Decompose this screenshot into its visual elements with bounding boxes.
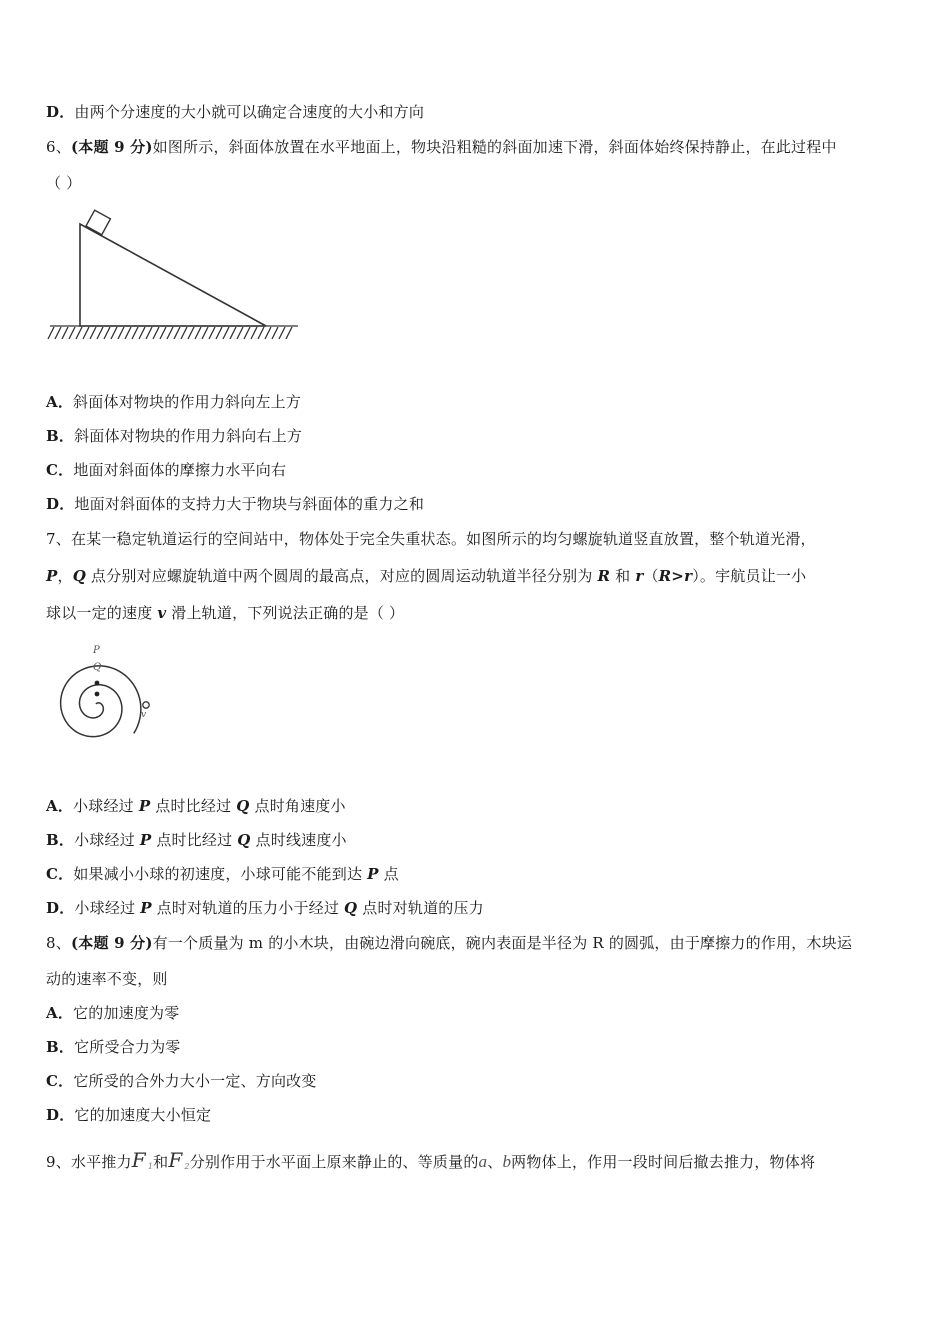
text: 和 — [610, 567, 636, 585]
text: 分别作用于水平面上原来静止的、等质量的 — [189, 1153, 479, 1171]
option-label: A． — [46, 393, 74, 411]
q7-option-c — [46, 864, 399, 884]
var-q: Q — [72, 567, 86, 585]
hatch-line — [216, 327, 222, 339]
text: 如果减小小球的初速度，小球可能不能到达 — [73, 865, 368, 883]
option-label: D． — [46, 899, 75, 917]
ground-hatching — [48, 326, 298, 339]
hatch-line — [118, 327, 124, 339]
stem-text: 有一个质量为 m 的小木块，由碗边滑向碗底，碗内表面是半径为 R 的圆弧，由于摩擦力的作用，木块运 — [152, 934, 853, 952]
symbol-f: F — [168, 1148, 183, 1172]
option-text: 斜面体对物块的作用力斜向左上方 — [73, 393, 302, 411]
text: 小球经过 — [74, 899, 141, 917]
q7-stem-line2 — [46, 566, 806, 586]
hatch-line — [195, 327, 201, 339]
option-text: 由两个分速度的大小就可以确定合速度的大小和方向 — [74, 103, 425, 121]
text: 点分别对应螺旋轨道中两个圆周的最高点，对应的圆周运动轨道半径分别为 — [85, 567, 598, 585]
text: 、 — [487, 1153, 503, 1171]
q8-option-a — [46, 1003, 179, 1023]
q6-stem-line1 — [46, 137, 837, 157]
q8-option-b — [46, 1037, 181, 1057]
math-f2 — [168, 1148, 189, 1172]
symbol-f: F — [131, 1148, 146, 1172]
hatch-line — [188, 327, 194, 339]
var-r-small: r — [635, 567, 644, 585]
text: 水平推力 — [70, 1153, 132, 1171]
q8-option-c — [46, 1071, 317, 1091]
point-q-dot — [95, 692, 100, 697]
hatch-line — [174, 327, 180, 339]
option-label: C． — [46, 865, 74, 883]
q8-stem-line1 — [46, 933, 852, 953]
hatch-line — [111, 327, 117, 339]
text: ， — [57, 567, 73, 585]
hatch-line — [167, 327, 173, 339]
hatch-line — [181, 327, 187, 339]
text: 小球经过 — [73, 797, 139, 815]
text: ）。宇航员让一小 — [692, 567, 807, 585]
q6-option-b — [46, 426, 302, 446]
option-label: B． — [46, 1038, 75, 1056]
hatch-line — [251, 327, 257, 339]
q7-stem-line3 — [46, 603, 404, 623]
text: 点时线速度小 — [250, 831, 347, 849]
hatch-line — [83, 327, 89, 339]
option-label: B． — [46, 427, 75, 445]
hatch-line — [146, 327, 152, 339]
question-number: 7、 — [46, 530, 71, 548]
text: 点时对轨道的压力小于经过 — [151, 899, 345, 917]
option-label: C． — [46, 1072, 74, 1090]
stem-text: 如图所示，斜面体放置在水平地面上，物块沿粗糙的斜面加速下滑，斜面体始终保持静止，在此过程中 — [152, 138, 837, 156]
q8-stem-line2: 动的速率不变，则 — [46, 970, 168, 988]
text: 点时比经过 — [151, 831, 238, 849]
var-q: Q — [344, 899, 358, 917]
q6-stem-line2: （ ） — [46, 174, 82, 192]
hatch-line — [62, 327, 68, 339]
text: 点时比经过 — [150, 797, 237, 815]
hatch-line — [209, 327, 215, 339]
var-r-big: R — [597, 567, 611, 585]
text: 点时对轨道的压力 — [357, 899, 484, 917]
incline-figure — [46, 206, 312, 348]
var-p: P — [138, 797, 151, 815]
var-v: v — [157, 604, 167, 622]
option-text: 它的加速度大小恒定 — [74, 1106, 212, 1124]
hatch-line — [97, 327, 103, 339]
label-q: Q — [93, 662, 102, 673]
subscript: 1 — [147, 1162, 154, 1171]
hatch-line — [272, 327, 278, 339]
hatch-line — [223, 327, 229, 339]
spiral-track — [61, 666, 141, 737]
spiral-track-figure — [52, 640, 164, 762]
text: 两物体上，作用一段时间后撤去推力，物体将 — [511, 1153, 816, 1171]
hatch-line — [90, 327, 96, 339]
option-label: C． — [46, 461, 74, 479]
hatch-line — [139, 327, 145, 339]
q8-option-d — [46, 1105, 211, 1125]
hatch-line — [202, 327, 208, 339]
q7-option-a — [46, 796, 346, 816]
point-p-dot — [95, 681, 100, 686]
question-number: 8、 — [46, 934, 71, 952]
hatch-line — [125, 327, 131, 339]
q5-option-d — [46, 102, 424, 122]
hatch-line — [286, 327, 292, 339]
question-number: 9、 — [46, 1153, 71, 1171]
ball — [143, 702, 149, 708]
q6-option-d — [46, 494, 424, 514]
q9-stem-line1 — [46, 1145, 815, 1182]
hatch-line — [76, 327, 82, 339]
text: 点 — [378, 865, 399, 883]
hatch-line — [55, 327, 61, 339]
hatch-line — [48, 327, 54, 339]
text: 和 — [153, 1153, 169, 1171]
inequality: R>r — [658, 567, 693, 585]
option-text: 斜面体对物块的作用力斜向右上方 — [74, 427, 303, 445]
hatch-line — [69, 327, 75, 339]
text: 小球经过 — [74, 831, 140, 849]
hatch-line — [160, 327, 166, 339]
option-label: D． — [46, 495, 75, 513]
option-label: B． — [46, 831, 75, 849]
option-label: D． — [46, 1106, 75, 1124]
text: 滑上轨道，下列说法正确的是（ ） — [166, 604, 405, 622]
label-p: P — [93, 645, 100, 656]
question-number: 6、 — [46, 138, 71, 156]
var-q: Q — [237, 831, 251, 849]
symbol-a: a — [478, 1152, 488, 1171]
hatch-line — [104, 327, 110, 339]
hatch-line — [132, 327, 138, 339]
text: 点时角速度小 — [249, 797, 346, 815]
hatch-line — [258, 327, 264, 339]
option-text: 它的加速度为零 — [73, 1004, 180, 1022]
q6-option-c — [46, 460, 286, 480]
option-label: D． — [46, 103, 75, 121]
hatch-line — [265, 327, 271, 339]
question-tag: (本题 9 分) — [70, 934, 153, 952]
var-p: P — [46, 567, 58, 585]
block-on-incline — [86, 210, 110, 234]
option-text: 它所受的合外力大小一定、方向改变 — [73, 1072, 317, 1090]
hatch-line — [237, 327, 243, 339]
option-label: A． — [46, 797, 74, 815]
text: （ — [643, 567, 659, 585]
symbol-b: b — [502, 1152, 512, 1171]
option-text: 地面对斜面体的支持力大于物块与斜面体的重力之和 — [74, 495, 425, 513]
hatch-line — [244, 327, 250, 339]
q7-stem-line1 — [46, 529, 816, 549]
stem-text: 在某一稳定轨道运行的空间站中，物体处于完全失重状态。如图所示的均匀螺旋轨道竖直放置，整个轨道光滑， — [70, 530, 816, 548]
math-f1 — [132, 1148, 153, 1172]
label-v: v — [141, 710, 147, 720]
var-p: P — [367, 865, 379, 883]
var-p: P — [140, 899, 152, 917]
incline-triangle — [80, 224, 266, 326]
q7-option-d — [46, 898, 484, 918]
hatch-line — [230, 327, 236, 339]
option-label: A． — [46, 1004, 74, 1022]
var-p: P — [139, 831, 152, 849]
question-tag: (本题 9 分) — [70, 138, 153, 156]
option-text: 地面对斜面体的摩擦力水平向右 — [73, 461, 287, 479]
q7-option-b — [46, 830, 347, 850]
var-q: Q — [236, 797, 250, 815]
hatch-line — [279, 327, 285, 339]
text: 球以一定的速度 — [46, 604, 158, 622]
q6-option-a — [46, 392, 301, 412]
hatch-line — [153, 327, 159, 339]
subscript: 2 — [184, 1162, 190, 1171]
option-text: 它所受合力为零 — [74, 1038, 181, 1056]
